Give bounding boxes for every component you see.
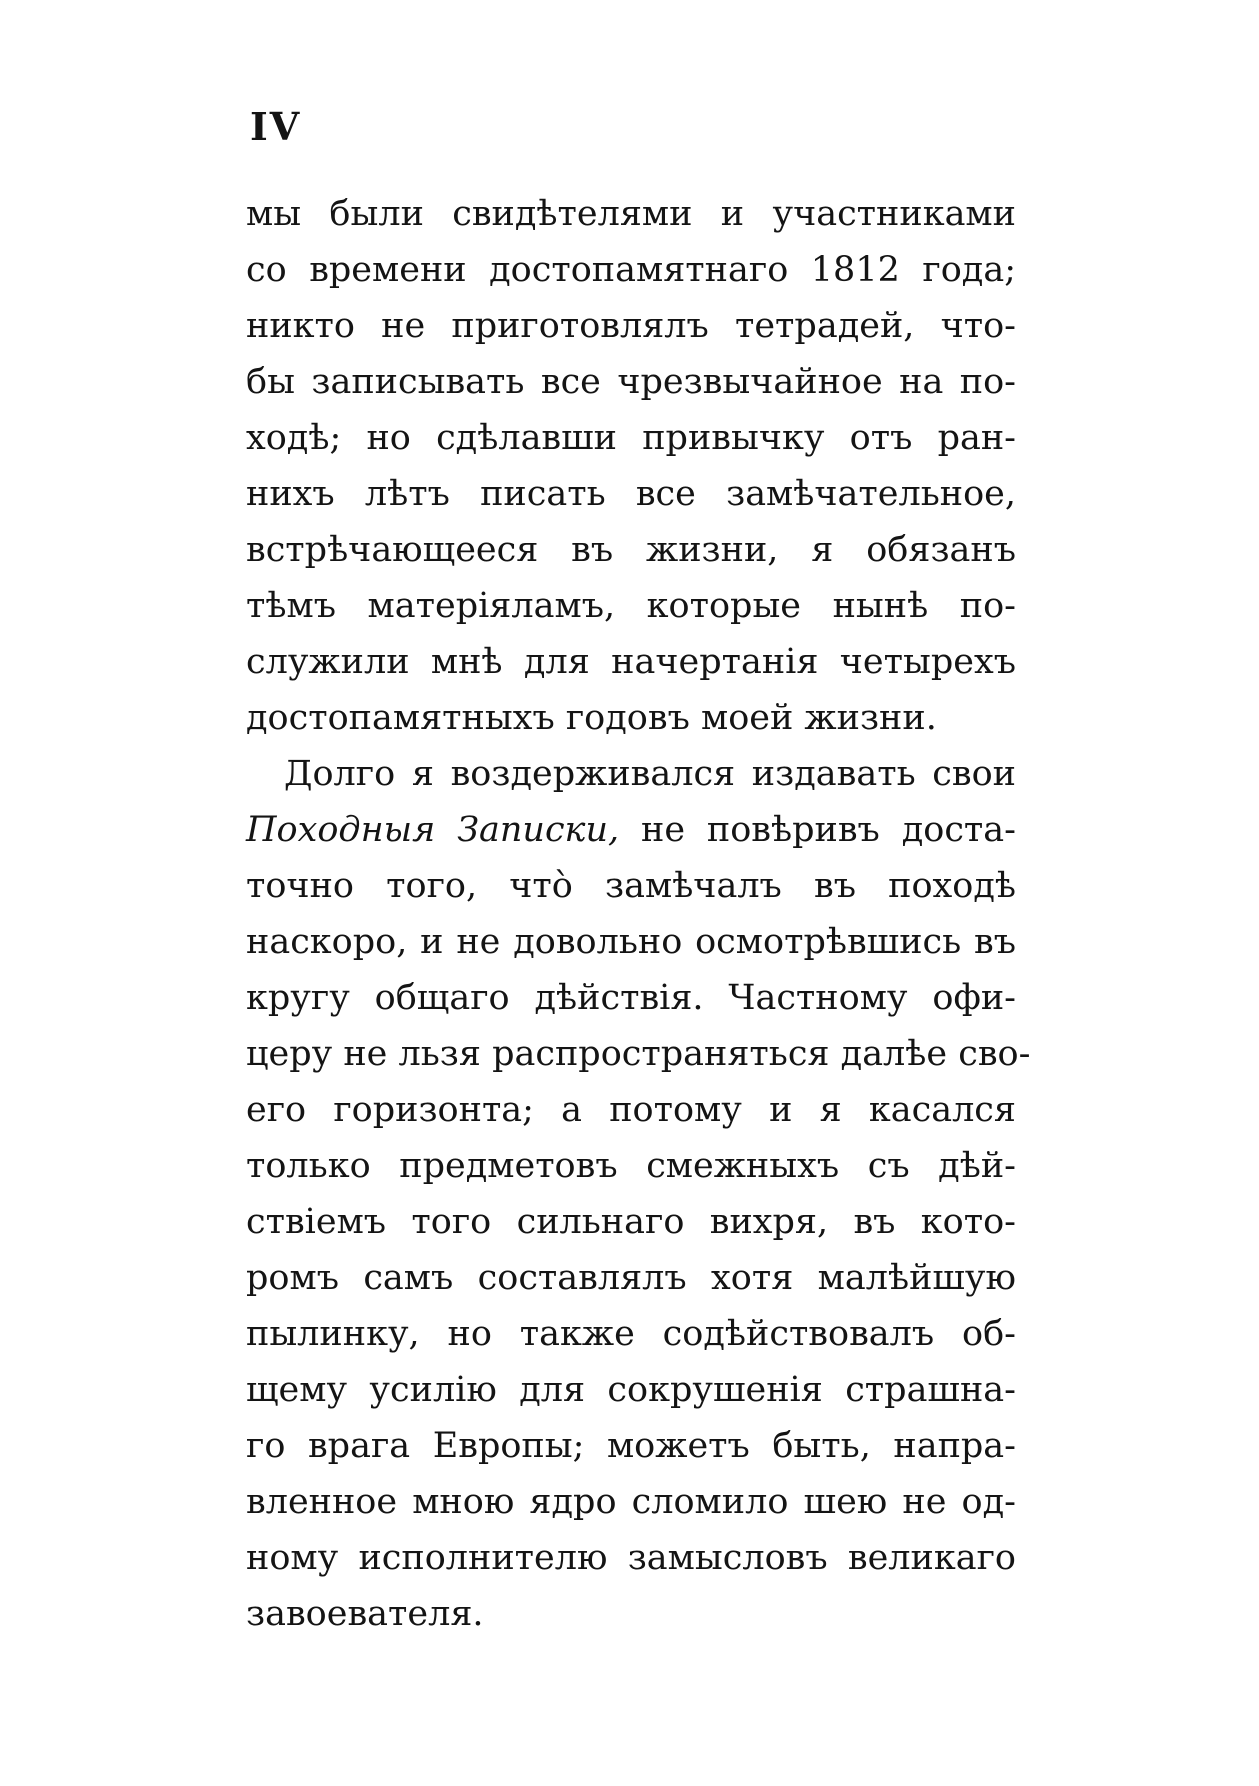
page-number: IV	[250, 104, 302, 149]
text-line-with-title	[246, 802, 1016, 858]
text-line: только предметовъ смежныхъ съ дѣй-	[246, 1146, 1016, 1186]
body-text	[246, 186, 1031, 1642]
paragraph-2	[246, 746, 1031, 1642]
paragraph-1	[246, 186, 1016, 746]
text-line: встрѣчающееся въ жизни, я обязанъ	[246, 530, 1016, 570]
text-line: го врага Европы; можетъ быть, напра-	[246, 1426, 1016, 1466]
text-line: тѣмъ матеріяламъ, которые нынѣ по-	[246, 586, 1016, 626]
text-line: щему усилію для сокрушенія страшна-	[246, 1370, 1016, 1410]
text-line: ходѣ; но сдѣлавши привычку отъ ран-	[246, 418, 1016, 458]
book-title: Походныя Записки,	[246, 810, 620, 850]
text-line: его горизонта; а потому и я касался	[246, 1090, 1016, 1130]
text-line: церу не льзя распространяться далѣе сво-	[246, 1034, 1031, 1074]
text-line: кругу общаго дѣйствія. Частному офи-	[246, 978, 1016, 1018]
text-line: мы были свидѣтелями и участниками	[246, 194, 1016, 234]
text-line: наскоро, и не довольно осмотрѣвшись въ	[246, 922, 1016, 962]
text-line: никто не приготовлялъ тетрадей, чтo-	[246, 306, 1016, 346]
text-line: ному исполнителю замысловъ великаго	[246, 1538, 1016, 1578]
text-line: Долго я воздерживался издавать свои	[284, 754, 1016, 794]
text-line: нихъ лѣтъ писать все замѣчательное,	[246, 474, 1016, 514]
text-line: пылинку, но также содѣйствовалъ об-	[246, 1314, 1016, 1354]
text-line: бы записывать все чрезвычайное на по-	[246, 362, 1016, 402]
text-line: завоевателя.	[246, 1594, 484, 1634]
text-fragment: не повѣривъ доста-	[641, 810, 1016, 850]
text-line: со времени достопамятнаго 1812 года;	[246, 250, 1016, 290]
text-line: вленное мною ядро сломило шею не од-	[246, 1482, 1016, 1522]
text-line: достопамятныхъ годовъ моей жизни.	[246, 698, 937, 738]
text-line: служили мнѣ для начертанія четырехъ	[246, 642, 1016, 682]
text-line: ромъ самъ составлялъ хотя малѣйшую	[246, 1258, 1016, 1298]
text-line: ствіемъ того сильнаго вихря, въ кото-	[246, 1202, 1016, 1242]
text-line: точно того, чтò замѣчалъ въ походѣ	[246, 866, 1016, 906]
